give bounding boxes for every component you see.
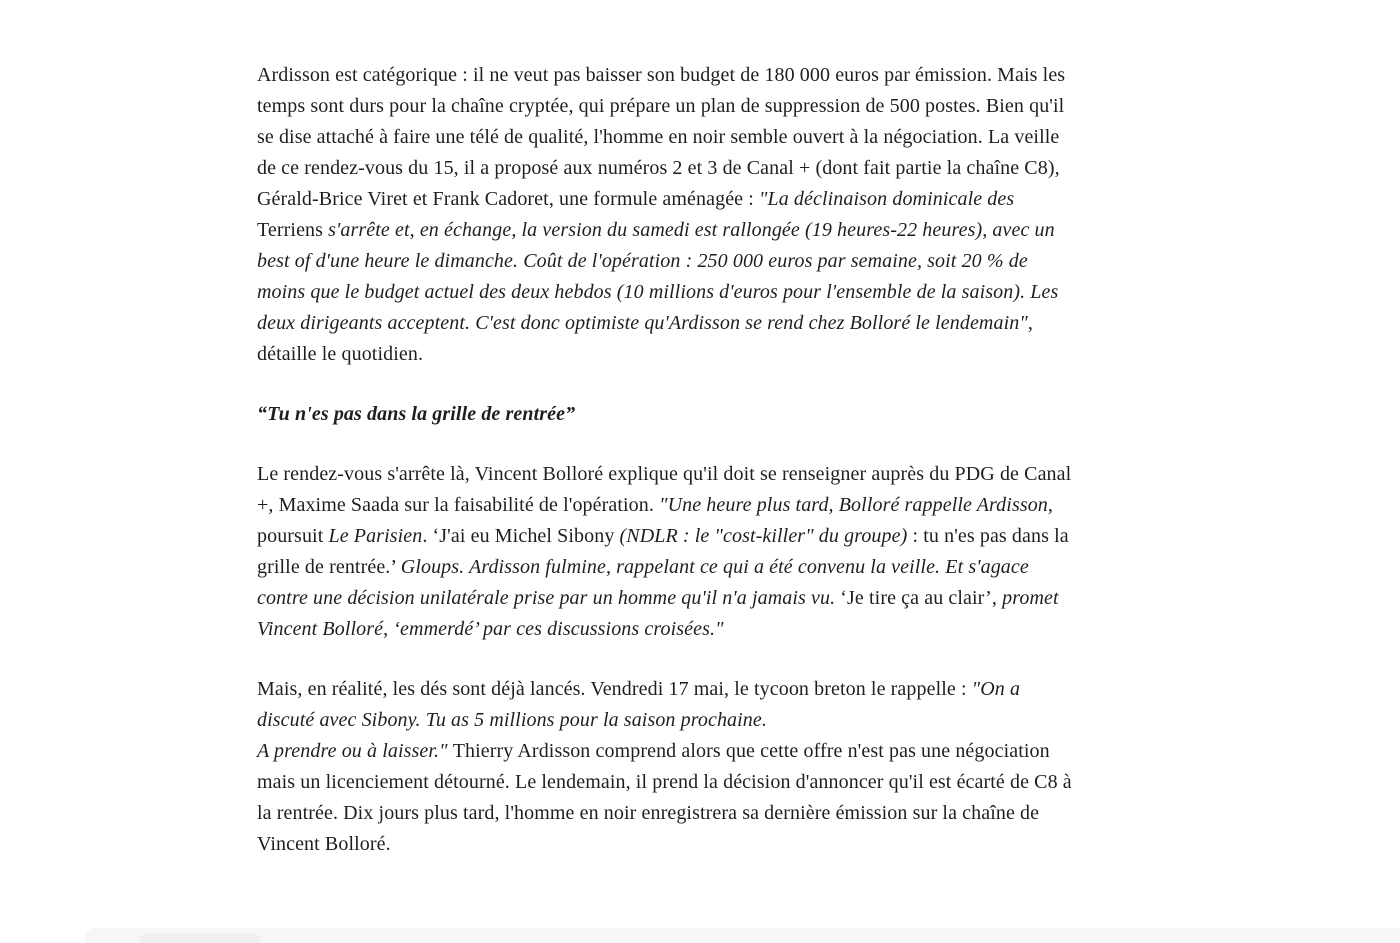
text-run: A prendre ou à laisser.": [257, 740, 453, 762]
text-run: Le Parisien: [328, 525, 423, 547]
text-run: Mais, en réalité, les dés sont déjà lancés. Vendredi 17 mai, le tycoon breton le rappelle :: [257, 678, 972, 700]
text-run: "La déclinaison dominicale des: [759, 188, 1015, 210]
text-run: Gloups. Ardisson fulmine, rappelant ce qui a été convenu la veille. Et s'agace contre une décision unilatérale prise par un homme qu'il n'a jamais vu.: [257, 556, 1029, 609]
text-run: Ardisson est catégorique : il ne veut pas baisser son budget de 180 000 euros par émission. Mais les temps sont durs pour la chaîne cryptée, qui prépare un plan de suppression de 500 postes. Bien qu'il se dise attaché à faire une télé de qualité, l'homme en noir semble ouvert à la négociation. La veille de ce rendez-vous du 15, il a proposé aux numéros 2 et 3 de Canal + (dont fait partie la chaîne C8), Gérald-Brice Viret et Frank Cadoret, une formule aménagée :: [257, 64, 1066, 210]
text-run: : tu n'es pas dans la grille de rentrée.’: [257, 525, 1069, 578]
text-run: (NDLR : le "cost-killer" du groupe): [619, 525, 908, 547]
text-run: s'arrête et, en échange, la version du samedi est rallongée (19 heures-22 heures), avec un best of d'une heure le dimanche. Coût de l'opération : 250 000 euros par semaine, soit 20 % de moins que le budget actuel des deux hebdos (10 millions d'euros pour l'ensemble de la saison). Les deux dirigeants acceptent. C'est donc optimiste qu'Ardisson se rend chez Bolloré le lendemain": [257, 219, 1059, 334]
article-body: [257, 60, 1077, 889]
text-run: , poursuit: [257, 494, 1054, 547]
article-paragraph: [257, 459, 1077, 645]
text-run: "Une heure plus tard, Bolloré rappelle Ardisson: [659, 494, 1048, 516]
text-run: promet Vincent Bolloré, ‘emmerdé’ par ces discussions croisées.": [257, 587, 1059, 640]
next-section-image-edge: [140, 934, 260, 943]
text-run: “Tu n'es pas dans la grille de rentrée”: [257, 403, 576, 425]
text-run: Terriens: [257, 219, 324, 241]
text-run: "On a discuté avec Sibony. Tu as 5 millions pour la saison prochaine.: [257, 678, 1021, 731]
section-heading: [257, 399, 1077, 430]
article-paragraph: [257, 674, 1077, 860]
text-run: Le rendez-vous s'arrête là, Vincent Bolloré explique qu'il doit se renseigner auprès du PDG de Canal +, Maxime Saada sur la faisabilité de l'opération.: [257, 463, 1072, 516]
text-run: , détaille le quotidien.: [257, 312, 1033, 365]
text-run: Thierry Ardisson comprend alors que cette offre n'est pas une négociation mais un licenciement détourné. Le lendemain, il prend la décision d'annoncer qu'il est écarté de C8 à la rentrée. Dix jours plus tard, l'homme en noir enregistrera sa dernière émission sur la chaîne de Vincent Bolloré.: [257, 740, 1072, 855]
text-run: . ‘J'ai eu Michel Sibony: [422, 525, 620, 547]
article-paragraph: [257, 60, 1077, 370]
text-run: ‘Je tire ça au clair’,: [835, 587, 1003, 609]
next-section-peek: [85, 928, 1400, 943]
